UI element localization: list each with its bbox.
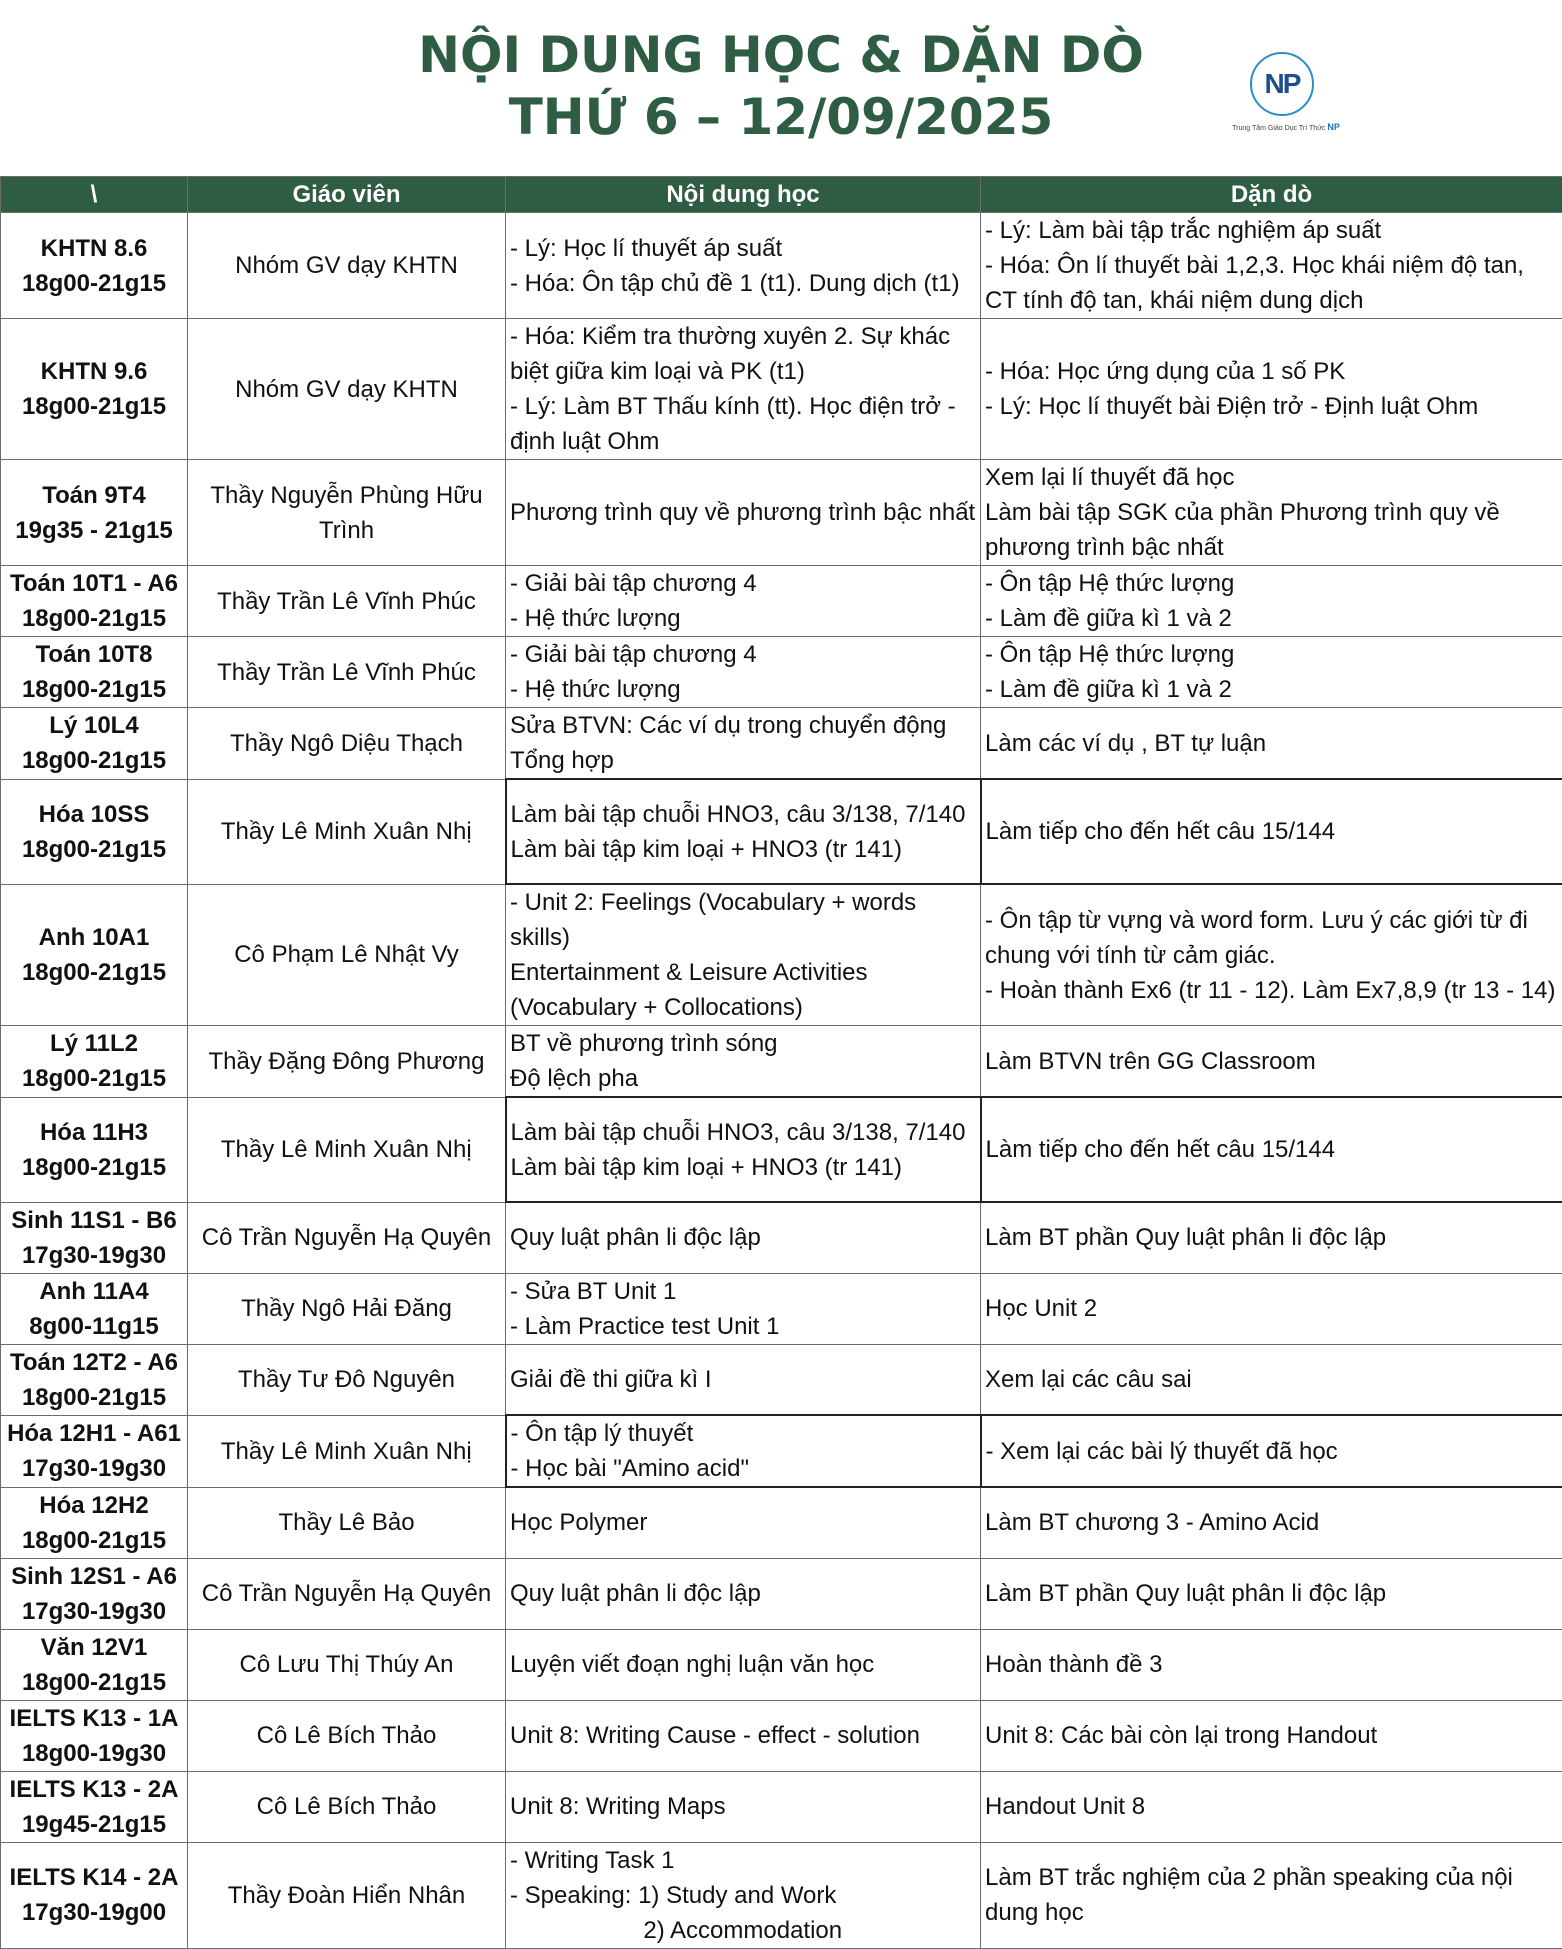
homework-line: Handout Unit 8 [985,1789,1558,1824]
class-cell [1,1487,188,1558]
content-line: 2) Accommodation [510,1913,976,1948]
class-name: IELTS K13 - 2A [5,1772,183,1807]
content-cell [506,1344,981,1415]
class-name: Hóa 10SS [5,797,183,832]
teacher-cell [188,1842,506,1948]
class-time: 18g00-21g15 [5,1523,183,1558]
class-name: Sinh 11S1 - B6 [5,1203,183,1238]
homework-line: Xem lại lí thuyết đã học [985,460,1558,495]
table-row [1,213,1562,319]
homework-cell [981,213,1562,319]
class-cell [1,884,188,1026]
class-time: 19g35 - 21g15 [5,513,183,548]
class-name: Lý 10L4 [5,708,183,743]
table-row [1,1558,1562,1629]
homework-line: Unit 8: Các bài còn lại trong Handout [985,1718,1558,1753]
table-row [1,1487,1562,1558]
header-class-time: \ [1,177,188,213]
homework-cell [981,1026,1562,1098]
teacher-cell [188,779,506,884]
schedule-body [1,213,1562,1949]
class-cell [1,1558,188,1629]
homework-line: Làm BT phần Quy luật phân li độc lập [985,1220,1558,1255]
class-time: 18g00-19g30 [5,1736,183,1771]
teacher-line: Thầy Lê Minh Xuân Nhị [192,814,501,849]
content-line: - Ôn tập lý thuyết [511,1416,976,1451]
class-name: Sinh 12S1 - A6 [5,1559,183,1594]
class-time: 18g00-21g15 [5,389,183,424]
title-line-1: NỘI DUNG HỌC & DẶN DÒ [0,24,1562,86]
content-line: Sửa BTVN: Các ví dụ trong chuyển động Tổng hợp [510,708,976,778]
table-row [1,460,1562,566]
content-cell [506,1097,981,1202]
page-header [0,0,1562,176]
class-cell [1,1202,188,1273]
homework-cell [981,779,1562,884]
table-row [1,779,1562,884]
schedule-table [0,176,1562,1949]
teacher-cell [188,1026,506,1098]
content-cell [506,1629,981,1700]
content-cell [506,213,981,319]
logo-subtitle [1228,122,1344,132]
class-time: 18g00-21g15 [5,1380,183,1415]
content-cell [506,319,981,460]
content-line: Quy luật phân li độc lập [510,1220,976,1255]
homework-line: - Xem lại các bài lý thuyết đã học [986,1434,1558,1469]
content-line: Làm bài tập kim loại + HNO3 (tr 141) [511,832,976,867]
homework-cell [981,708,1562,780]
center-logo [1228,52,1344,140]
teacher-cell [188,566,506,637]
content-cell [506,1558,981,1629]
content-cell [506,1771,981,1842]
title-line-2: THỨ 6 – 12/09/2025 [0,86,1562,148]
table-row [1,1771,1562,1842]
content-line: Luyện viết đoạn nghị luận văn học [510,1647,976,1682]
class-time: 17g30-19g30 [5,1238,183,1273]
content-line: - Unit 2: Feelings (Vocabulary + words skills) [510,885,976,955]
teacher-line: Nhóm GV dạy KHTN [192,372,501,407]
class-cell [1,708,188,780]
content-cell [506,884,981,1026]
class-cell [1,1842,188,1948]
logo-subtitle-brand: NP [1327,122,1340,132]
teacher-cell [188,708,506,780]
homework-cell [981,1415,1562,1487]
table-row [1,1415,1562,1487]
class-cell [1,1629,188,1700]
table-row [1,708,1562,780]
teacher-cell [188,213,506,319]
teacher-cell [188,1344,506,1415]
teacher-line: Thầy Trần Lê Vĩnh Phúc [192,584,501,619]
homework-line: Làm bài tập SGK của phần Phương trình quy về phương trình bậc nhất [985,495,1558,565]
class-name: Anh 10A1 [5,920,183,955]
class-time: 8g00-11g15 [5,1309,183,1344]
class-time: 18g00-21g15 [5,743,183,778]
content-cell [506,1415,981,1487]
class-name: Hóa 12H2 [5,1488,183,1523]
content-cell [506,1273,981,1344]
teacher-cell [188,1629,506,1700]
teacher-line: Thầy Nguyễn Phùng Hữu Trình [192,478,501,548]
content-line: - Lý: Làm BT Thấu kính (tt). Học điện trở - định luật Ohm [510,389,976,459]
homework-line: - Lý: Học lí thuyết bài Điện trở - Định luật Ohm [985,389,1558,424]
content-line: BT về phương trình sóng [510,1026,976,1061]
header-homework: Dặn dò [981,177,1562,213]
teacher-line: Thầy Đoàn Hiển Nhân [192,1878,501,1913]
content-line: Độ lệch pha [510,1061,976,1096]
table-header-row [1,177,1562,213]
teacher-cell [188,1273,506,1344]
class-name: Toán 9T4 [5,478,183,513]
content-cell [506,1487,981,1558]
class-cell [1,1273,188,1344]
teacher-line: Thầy Lê Bảo [192,1505,501,1540]
class-time: 17g30-19g00 [5,1895,183,1930]
teacher-line: Thầy Lê Minh Xuân Nhị [192,1434,501,1469]
class-cell [1,1026,188,1098]
homework-line: - Lý: Làm bài tập trắc nghiệm áp suất [985,213,1558,248]
homework-line: Xem lại các câu sai [985,1362,1558,1397]
np-logo-icon: NP [1250,52,1314,116]
homework-cell [981,1629,1562,1700]
teacher-cell [188,1771,506,1842]
content-cell [506,779,981,884]
content-cell [506,1842,981,1948]
homework-cell [981,1771,1562,1842]
table-row [1,1629,1562,1700]
class-name: Toán 10T8 [5,637,183,672]
class-cell [1,1415,188,1487]
table-row [1,884,1562,1026]
class-cell [1,779,188,884]
content-line: Làm bài tập chuỗi HNO3, câu 3/138, 7/140 [511,1115,976,1150]
header-teacher: Giáo viên [188,177,506,213]
homework-line: Làm tiếp cho đến hết câu 15/144 [986,1132,1558,1167]
homework-cell [981,884,1562,1026]
content-line: Unit 8: Writing Maps [510,1789,976,1824]
content-cell [506,637,981,708]
homework-line: Làm BT phần Quy luật phân li độc lập [985,1576,1558,1611]
teacher-line: Nhóm GV dạy KHTN [192,248,501,283]
homework-cell [981,1558,1562,1629]
content-line: - Hệ thức lượng [510,601,976,636]
class-name: Hóa 12H1 - A61 [5,1416,183,1451]
content-line: - Lý: Học lí thuyết áp suất [510,231,976,266]
class-time: 18g00-21g15 [5,266,183,301]
table-row [1,1097,1562,1202]
homework-cell [981,1273,1562,1344]
content-line: - Sửa BT Unit 1 [510,1274,976,1309]
content-cell [506,1700,981,1771]
content-line: - Giải bài tập chương 4 [510,566,976,601]
content-line: Làm bài tập chuỗi HNO3, câu 3/138, 7/140 [511,797,976,832]
homework-line: - Ôn tập từ vựng và word form. Lưu ý các giới từ đi chung với tính từ cảm giác. [985,903,1558,973]
table-row [1,1273,1562,1344]
class-cell [1,1771,188,1842]
homework-cell [981,460,1562,566]
logo-subtitle-text: Trung Tâm Giáo Dục Trí Thức [1232,125,1325,132]
homework-line: Làm các ví dụ , BT tự luận [985,726,1558,761]
content-line: - Speaking: 1) Study and Work [510,1878,976,1913]
class-time: 18g00-21g15 [5,955,183,990]
table-row [1,637,1562,708]
class-time: 17g30-19g30 [5,1594,183,1629]
teacher-cell [188,1700,506,1771]
content-line: Entertainment & Leisure Activities (Vocabulary + Collocations) [510,955,976,1025]
content-line: Phương trình quy về phương trình bậc nhất [510,495,976,530]
teacher-cell [188,319,506,460]
content-line: - Hóa: Kiểm tra thường xuyên 2. Sự khác biệt giữa kim loại và PK (t1) [510,319,976,389]
content-line: Giải đề thi giữa kì I [510,1362,976,1397]
class-cell [1,1344,188,1415]
content-cell [506,460,981,566]
content-line: Quy luật phân li độc lập [510,1576,976,1611]
content-line: - Writing Task 1 [510,1843,976,1878]
teacher-line: Cô Lê Bích Thảo [192,1789,501,1824]
content-line: Unit 8: Writing Cause - effect - solution [510,1718,976,1753]
teacher-cell [188,1487,506,1558]
teacher-line: Thầy Đặng Đông Phương [192,1044,501,1079]
content-line: Học Polymer [510,1505,976,1540]
homework-line: Hoàn thành đề 3 [985,1647,1558,1682]
homework-line: - Hoàn thành Ex6 (tr 11 - 12). Làm Ex7,8,9 (tr 13 - 14) [985,973,1558,1008]
content-cell [506,1202,981,1273]
homework-line: - Hóa: Học ứng dụng của 1 số PK [985,354,1558,389]
class-time: 19g45-21g15 [5,1807,183,1842]
class-name: Văn 12V1 [5,1630,183,1665]
table-row [1,1026,1562,1098]
content-line: - Làm Practice test Unit 1 [510,1309,976,1344]
teacher-line: Cô Trần Nguyễn Hạ Quyên [192,1576,501,1611]
teacher-cell [188,637,506,708]
class-time: 18g00-21g15 [5,832,183,867]
homework-line: Làm BT chương 3 - Amino Acid [985,1505,1558,1540]
class-cell [1,637,188,708]
teacher-line: Cô Trần Nguyễn Hạ Quyên [192,1220,501,1255]
homework-line: - Ôn tập Hệ thức lượng [985,637,1558,672]
homework-cell [981,319,1562,460]
class-name: KHTN 8.6 [5,231,183,266]
content-cell [506,566,981,637]
teacher-line: Cô Lưu Thị Thúy An [192,1647,501,1682]
homework-cell [981,1487,1562,1558]
homework-line: Làm tiếp cho đến hết câu 15/144 [986,814,1558,849]
class-name: KHTN 9.6 [5,354,183,389]
table-row [1,1842,1562,1948]
class-name: Toán 10T1 - A6 [5,566,183,601]
teacher-line: Cô Lê Bích Thảo [192,1718,501,1753]
table-row [1,1344,1562,1415]
header-content: Nội dung học [506,177,981,213]
class-cell [1,1700,188,1771]
content-line: - Giải bài tập chương 4 [510,637,976,672]
class-name: IELTS K14 - 2A [5,1860,183,1895]
table-row [1,566,1562,637]
class-name: Hóa 11H3 [5,1115,183,1150]
class-time: 18g00-21g15 [5,1665,183,1700]
class-time: 18g00-21g15 [5,1150,183,1185]
homework-cell [981,1202,1562,1273]
homework-line: Làm BT trắc nghiệm của 2 phần speaking của nội dung học [985,1860,1558,1930]
teacher-cell [188,1558,506,1629]
teacher-cell [188,884,506,1026]
class-time: 18g00-21g15 [5,1061,183,1096]
teacher-line: Thầy Trần Lê Vĩnh Phúc [192,655,501,690]
homework-line: - Hóa: Ôn lí thuyết bài 1,2,3. Học khái niệm độ tan, CT tính độ tan, khái niệm dung dịch [985,248,1558,318]
teacher-line: Thầy Ngô Hải Đăng [192,1291,501,1326]
class-cell [1,460,188,566]
teacher-line: Thầy Tư Đô Nguyên [192,1362,501,1397]
content-line: Làm bài tập kim loại + HNO3 (tr 141) [511,1150,976,1185]
teacher-cell [188,460,506,566]
content-cell [506,708,981,780]
teacher-cell [188,1097,506,1202]
homework-cell [981,637,1562,708]
homework-line: Làm BTVN trên GG Classroom [985,1044,1558,1079]
homework-cell [981,566,1562,637]
teacher-line: Thầy Ngô Diệu Thạch [192,726,501,761]
teacher-cell [188,1415,506,1487]
table-row [1,1700,1562,1771]
teacher-line: Thầy Lê Minh Xuân Nhị [192,1132,501,1167]
class-cell [1,213,188,319]
class-time: 17g30-19g30 [5,1451,183,1486]
homework-cell [981,1700,1562,1771]
homework-line: - Ôn tập Hệ thức lượng [985,566,1558,601]
homework-line: - Làm đề giữa kì 1 và 2 [985,672,1558,707]
table-row [1,319,1562,460]
content-line: - Hệ thức lượng [510,672,976,707]
homework-cell [981,1344,1562,1415]
homework-cell [981,1097,1562,1202]
class-name: Anh 11A4 [5,1274,183,1309]
content-cell [506,1026,981,1098]
homework-line: - Làm đề giữa kì 1 và 2 [985,601,1558,636]
teacher-line: Cô Phạm Lê Nhật Vy [192,937,501,972]
class-name: Toán 12T2 - A6 [5,1345,183,1380]
teacher-cell [188,1202,506,1273]
homework-cell [981,1842,1562,1948]
class-cell [1,319,188,460]
content-line: - Hóa: Ôn tập chủ đề 1 (t1). Dung dịch (t1) [510,266,976,301]
class-time: 18g00-21g15 [5,672,183,707]
homework-line: Học Unit 2 [985,1291,1558,1326]
class-cell [1,1097,188,1202]
table-row [1,1202,1562,1273]
class-name: Lý 11L2 [5,1026,183,1061]
class-time: 18g00-21g15 [5,601,183,636]
class-cell [1,566,188,637]
class-name: IELTS K13 - 1A [5,1701,183,1736]
content-line: - Học bài "Amino acid" [511,1451,976,1486]
